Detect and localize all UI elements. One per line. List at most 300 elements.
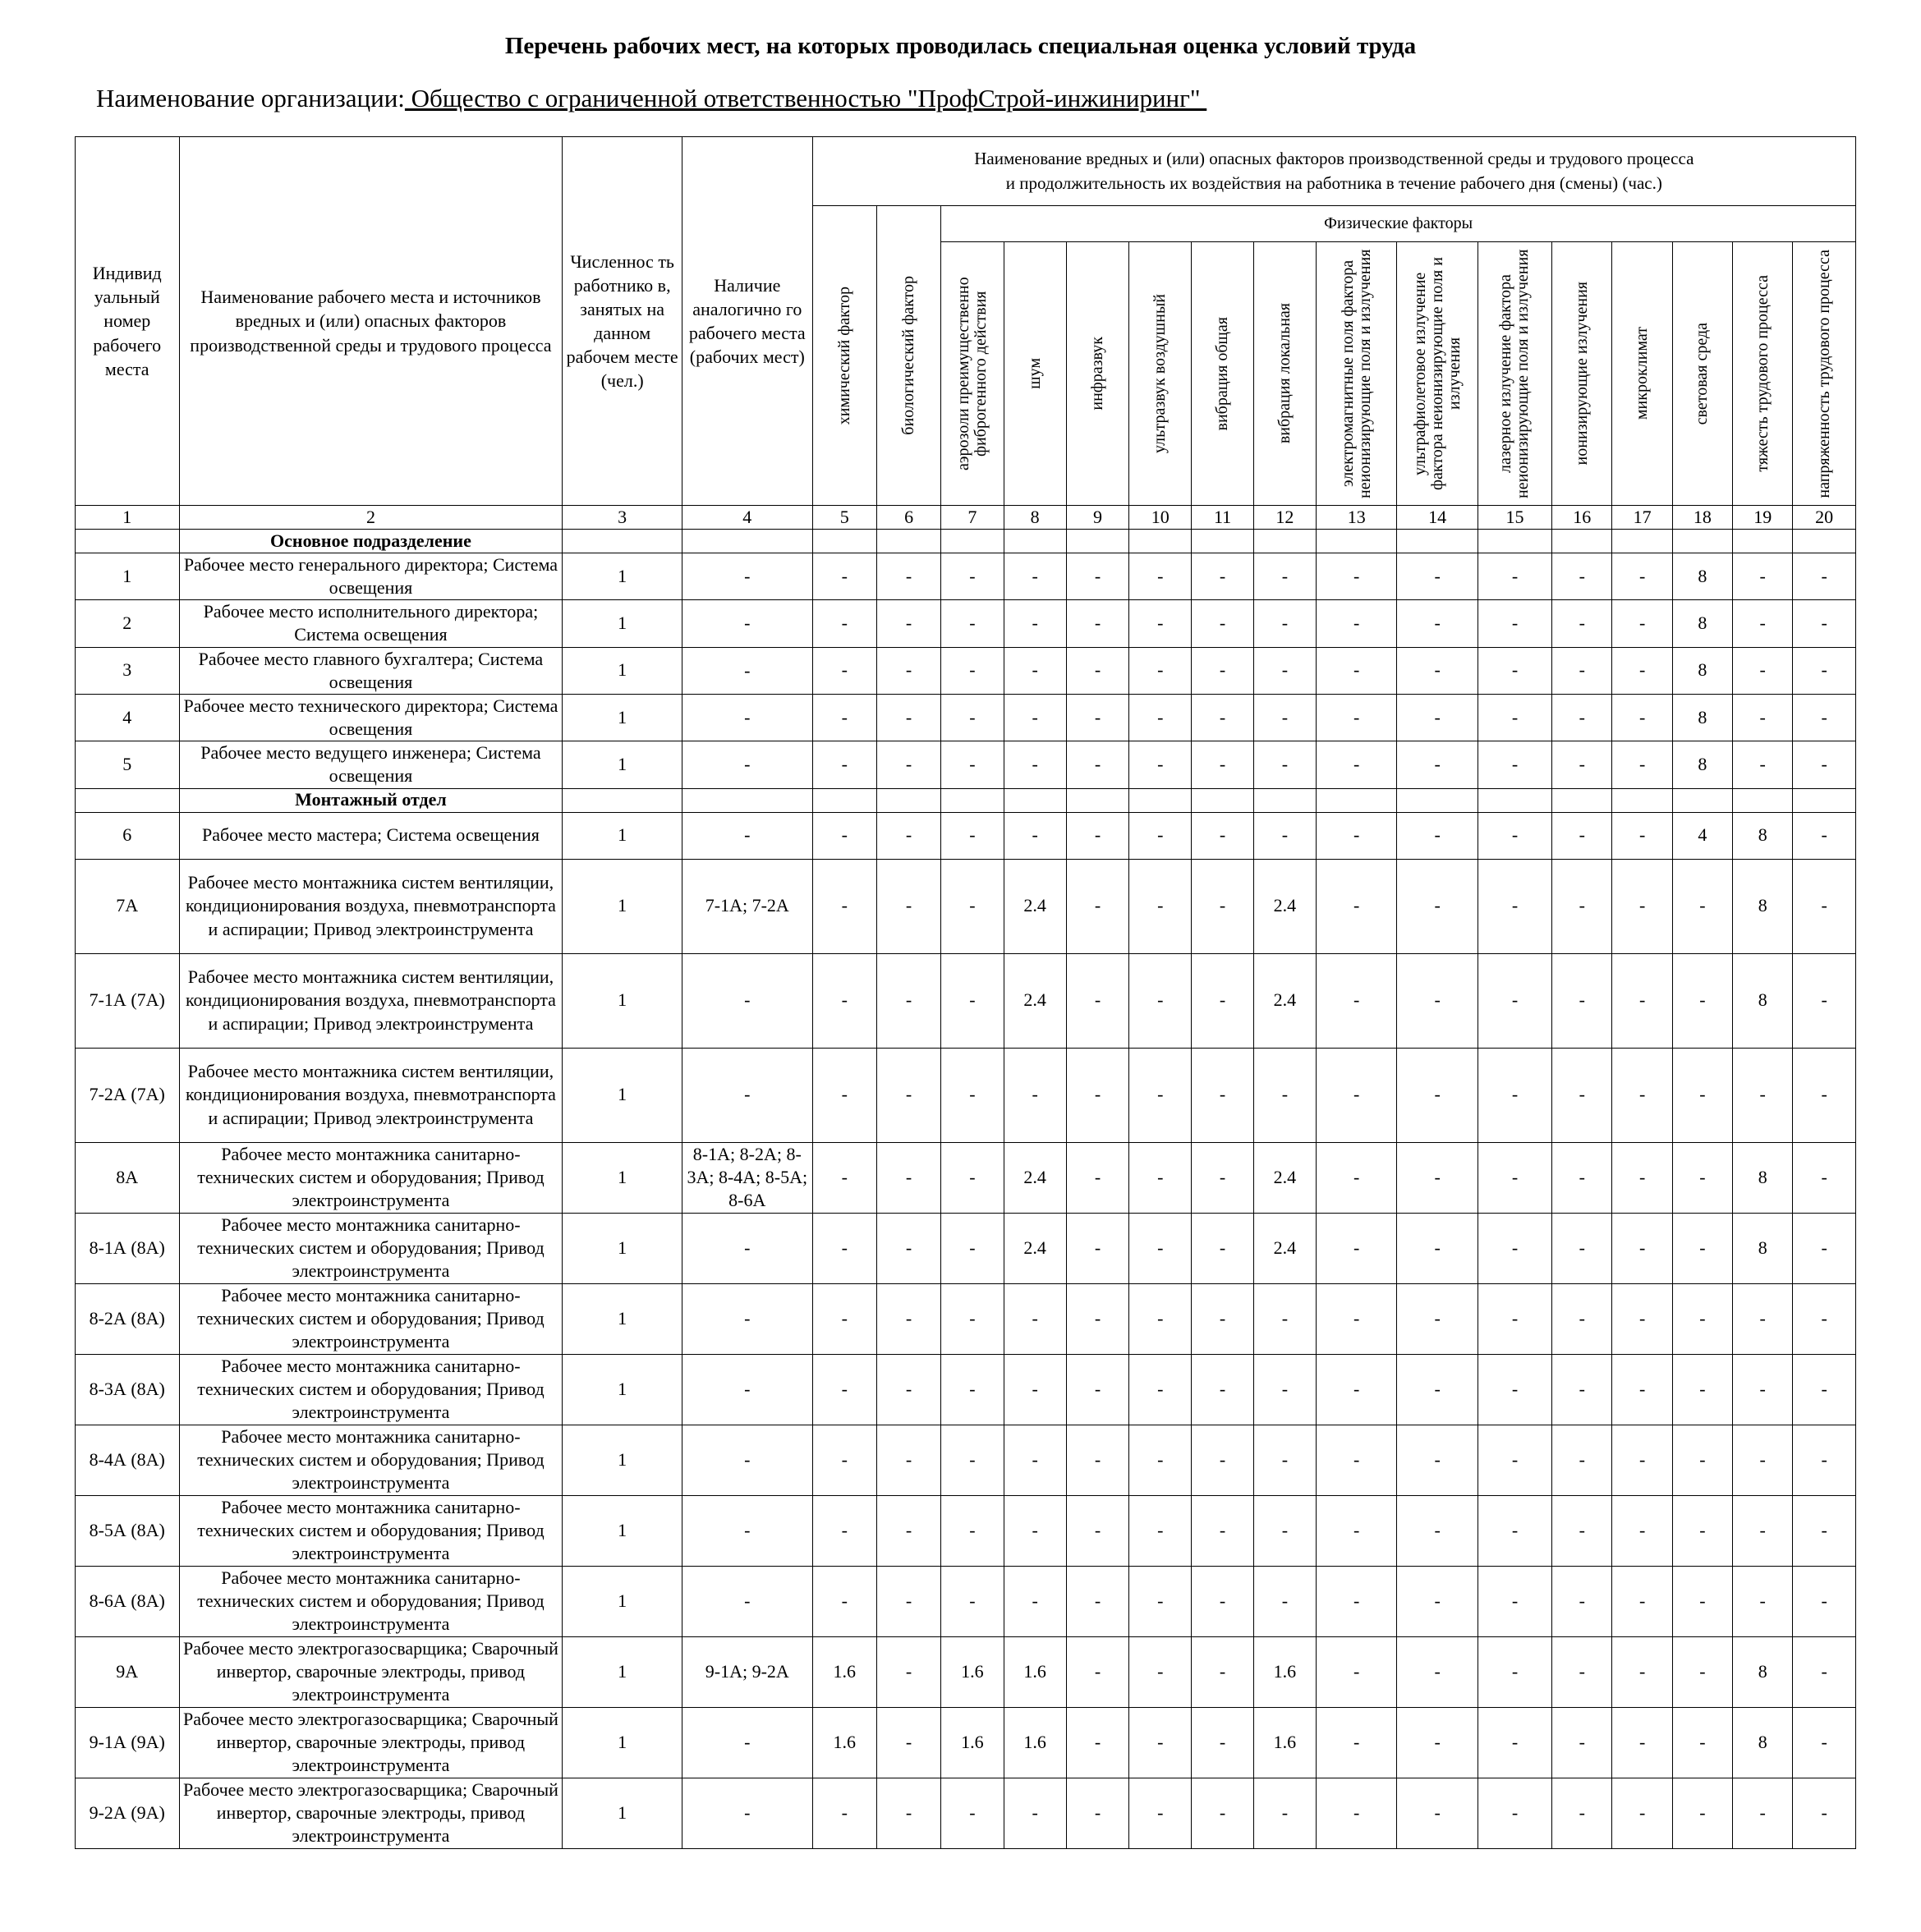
factor-value: -	[1793, 1566, 1856, 1636]
column-number: 5	[812, 506, 876, 530]
worker-count: 1	[563, 1636, 682, 1707]
header-workplace-number: Индивид уальный номер рабочего места	[76, 137, 180, 506]
factor-value: -	[1129, 1213, 1192, 1283]
factor-value: -	[1612, 600, 1672, 647]
factor-value: -	[1129, 553, 1192, 600]
factor-value: -	[1129, 859, 1192, 953]
header-factor: аэрозоли преимущественно фиброгенного действия	[941, 242, 1004, 506]
factor-value: -	[1612, 1142, 1672, 1213]
analog-workplaces: -	[682, 1283, 812, 1354]
empty-cell	[1733, 788, 1793, 812]
factor-value: -	[1004, 553, 1066, 600]
workplace-id: 2	[76, 600, 180, 647]
factor-value: -	[876, 1213, 940, 1283]
analog-workplaces: -	[682, 1707, 812, 1778]
factor-value: 8	[1733, 953, 1793, 1048]
factor-value: -	[1733, 1048, 1793, 1142]
factor-value: -	[1793, 1636, 1856, 1707]
table-row	[76, 1425, 1856, 1495]
column-number: 10	[1129, 506, 1192, 530]
factor-value: -	[1733, 553, 1793, 600]
factor-value: -	[1253, 1283, 1316, 1354]
factor-value: -	[941, 1213, 1004, 1283]
factor-value: 8	[1733, 1142, 1793, 1213]
column-number: 6	[876, 506, 940, 530]
factor-value: -	[1552, 1354, 1612, 1425]
factor-value: -	[1129, 1636, 1192, 1707]
factor-value: -	[1397, 1048, 1478, 1142]
factor-value: -	[1552, 1048, 1612, 1142]
analog-workplaces: -	[682, 1048, 812, 1142]
empty-cell	[812, 530, 876, 553]
factor-value: -	[1129, 1142, 1192, 1213]
analog-workplaces: -	[682, 1495, 812, 1566]
factor-value: -	[1192, 694, 1253, 741]
factor-value: -	[812, 812, 876, 859]
factor-value: -	[1066, 647, 1128, 694]
factor-value: -	[1478, 1495, 1551, 1566]
empty-cell	[1478, 530, 1551, 553]
factor-value: -	[941, 1778, 1004, 1848]
factor-value: -	[1253, 1495, 1316, 1566]
analog-workplaces: 8-1А; 8-2А; 8-3А; 8-4А; 8-5А; 8-6А	[682, 1142, 812, 1213]
factor-value: -	[876, 647, 940, 694]
factor-value: -	[1478, 1636, 1551, 1707]
factor-value: 8	[1672, 647, 1732, 694]
header-factor: световая среда	[1672, 242, 1732, 506]
factor-value: -	[1066, 1636, 1128, 1707]
header-factor: ультрафиолетовое излучение фактора неионизирующие поля и излучения	[1397, 242, 1478, 506]
factor-value: -	[876, 1048, 940, 1142]
factor-value: -	[876, 1425, 940, 1495]
factor-value: -	[1672, 1495, 1732, 1566]
factor-value: -	[1004, 1425, 1066, 1495]
factor-value: 1.6	[1253, 1707, 1316, 1778]
factor-value: -	[1129, 600, 1192, 647]
factor-value: -	[1478, 694, 1551, 741]
factor-value: -	[1478, 741, 1551, 788]
workplace-name: Рабочее место монтажника санитарно-технических систем и оборудования; Привод электроинструмента	[179, 1425, 563, 1495]
factor-value: -	[1397, 1778, 1478, 1848]
page-title: Перечень рабочих мест, на которых проводилась специальная оценка условий труда	[504, 33, 1417, 59]
workplace-name: Рабочее место электрогазосварщика; Сварочный инвертор, сварочные электроды, привод электроинструмента	[179, 1636, 563, 1707]
column-number: 19	[1733, 506, 1793, 530]
factor-value: -	[941, 1425, 1004, 1495]
factor-value: -	[1317, 1778, 1397, 1848]
factor-value: 1.6	[941, 1707, 1004, 1778]
table-row	[76, 647, 1856, 694]
factor-value: -	[1672, 1707, 1732, 1778]
factor-value: -	[1129, 694, 1192, 741]
worker-count: 1	[563, 1425, 682, 1495]
workplace-name: Рабочее место монтажника санитарно-технических систем и оборудования; Привод электроинструмента	[179, 1495, 563, 1566]
factor-value: -	[812, 953, 876, 1048]
empty-cell	[1192, 530, 1253, 553]
workplace-name: Рабочее место монтажника систем вентиляции, кондиционирования воздуха, пневмотранспорта и аспирации; Привод электроинструмента	[179, 1048, 563, 1142]
empty-cell	[1612, 788, 1672, 812]
analog-workplaces: -	[682, 1354, 812, 1425]
factor-value: -	[1397, 741, 1478, 788]
factor-value: -	[1129, 1707, 1192, 1778]
section-title: Монтажный отдел	[179, 788, 563, 812]
factor-value: -	[1192, 1778, 1253, 1848]
table-row	[76, 859, 1856, 953]
factor-value: -	[1397, 1495, 1478, 1566]
factor-value: -	[812, 1354, 876, 1425]
column-number: 12	[1253, 506, 1316, 530]
factor-value: -	[1004, 1283, 1066, 1354]
factor-value: -	[1552, 1495, 1612, 1566]
factor-value: -	[941, 1048, 1004, 1142]
column-number: 18	[1672, 506, 1732, 530]
factor-value: 2.4	[1253, 953, 1316, 1048]
column-number: 16	[1552, 506, 1612, 530]
factor-value: -	[1066, 953, 1128, 1048]
factor-value: -	[1397, 600, 1478, 647]
factor-value: -	[1397, 647, 1478, 694]
factor-value: -	[1317, 553, 1397, 600]
factor-value: -	[1552, 1142, 1612, 1213]
factor-value: -	[1672, 1142, 1732, 1213]
factor-value: -	[1612, 1778, 1672, 1848]
header-factor: вибрация общая	[1192, 242, 1253, 506]
factor-value: -	[1317, 1495, 1397, 1566]
factor-value: -	[1478, 647, 1551, 694]
table-row	[76, 1283, 1856, 1354]
factor-value: -	[1552, 953, 1612, 1048]
workplace-id: 8-5А (8А)	[76, 1495, 180, 1566]
factor-value: -	[1478, 600, 1551, 647]
factor-value: 2.4	[1253, 1142, 1316, 1213]
factor-value: -	[1478, 1778, 1551, 1848]
factor-value: -	[1192, 1707, 1253, 1778]
factor-value: -	[1733, 1354, 1793, 1425]
factor-value: -	[1129, 812, 1192, 859]
factor-value: -	[876, 600, 940, 647]
factor-value: -	[1478, 812, 1551, 859]
empty-cell	[682, 788, 812, 812]
empty-cell	[1317, 530, 1397, 553]
worker-count: 1	[563, 600, 682, 647]
workplace-id: 9-1А (9А)	[76, 1707, 180, 1778]
factor-value: -	[812, 600, 876, 647]
empty-cell	[563, 788, 682, 812]
factor-value: -	[941, 953, 1004, 1048]
factor-value: -	[1397, 1354, 1478, 1425]
analog-workplaces: -	[682, 1425, 812, 1495]
worker-count: 1	[563, 1213, 682, 1283]
factor-value: -	[1793, 1425, 1856, 1495]
header-factors-group	[812, 137, 1855, 206]
factor-value: -	[1397, 812, 1478, 859]
factor-value: -	[1192, 953, 1253, 1048]
table-row	[76, 1142, 1856, 1213]
factor-value: -	[1066, 1495, 1128, 1566]
column-number: 8	[1004, 506, 1066, 530]
factor-value: -	[1793, 1283, 1856, 1354]
factor-value: -	[941, 600, 1004, 647]
factor-value: -	[1478, 953, 1551, 1048]
factor-value: 2.4	[1004, 1213, 1066, 1283]
factor-value: -	[1672, 859, 1732, 953]
factor-value: -	[1066, 1213, 1128, 1283]
factor-value: 1.6	[812, 1636, 876, 1707]
header-factor: электромагнитные поля фактора неионизирующие поля и излучения	[1317, 242, 1397, 506]
section-row	[76, 788, 1856, 812]
factor-value: -	[876, 694, 940, 741]
factor-value: -	[1612, 1283, 1672, 1354]
factor-value: -	[876, 1707, 940, 1778]
factor-value: -	[1253, 600, 1316, 647]
factor-value: 2.4	[1253, 1213, 1316, 1283]
table-row	[76, 1495, 1856, 1566]
factor-value: -	[1129, 1566, 1192, 1636]
factor-value: -	[1672, 1778, 1732, 1848]
empty-cell	[1793, 530, 1856, 553]
workplace-id: 8-4А (8А)	[76, 1425, 180, 1495]
factor-value: -	[1478, 1707, 1551, 1778]
workplace-name: Рабочее место ведущего инженера; Система освещения	[179, 741, 563, 788]
factor-value: -	[1066, 741, 1128, 788]
factor-value: -	[1317, 600, 1397, 647]
factor-value: -	[812, 694, 876, 741]
workplace-id: 8-6А (8А)	[76, 1566, 180, 1636]
factor-value: -	[876, 1354, 940, 1425]
workplace-id: 3	[76, 647, 180, 694]
header-worker-count: Численнос ть работнико в, занятых на данном рабочем месте (чел.)	[563, 137, 682, 506]
factor-value: -	[1192, 1425, 1253, 1495]
factor-value: -	[1793, 1142, 1856, 1213]
factor-value: -	[1612, 1495, 1672, 1566]
column-number: 4	[682, 506, 812, 530]
factor-value: -	[1552, 1425, 1612, 1495]
factor-value: -	[1004, 694, 1066, 741]
factor-value: -	[1552, 741, 1612, 788]
analog-workplaces: 7-1А; 7-2А	[682, 859, 812, 953]
worker-count: 1	[563, 812, 682, 859]
factor-value: -	[1253, 1048, 1316, 1142]
analog-workplaces: -	[682, 1566, 812, 1636]
workplace-id: 6	[76, 812, 180, 859]
worker-count: 1	[563, 1048, 682, 1142]
column-number: 9	[1066, 506, 1128, 530]
factor-value: -	[1733, 1566, 1793, 1636]
factor-value: -	[1192, 600, 1253, 647]
table-row	[76, 812, 1856, 859]
factor-value: -	[1672, 1425, 1732, 1495]
factor-value: -	[1793, 1778, 1856, 1848]
factor-value: -	[941, 741, 1004, 788]
analog-workplaces: -	[682, 812, 812, 859]
factor-value: -	[1317, 1283, 1397, 1354]
factor-value: -	[1552, 553, 1612, 600]
factor-value: -	[1612, 812, 1672, 859]
table-row	[76, 953, 1856, 1048]
factor-value: -	[941, 553, 1004, 600]
factor-value: -	[1004, 1354, 1066, 1425]
factor-value: -	[1066, 600, 1128, 647]
factor-value: -	[1612, 1566, 1672, 1636]
factor-value: 2.4	[1004, 1142, 1066, 1213]
factor-value: -	[1612, 1048, 1672, 1142]
empty-cell	[1397, 530, 1478, 553]
workplace-name: Рабочее место технического директора; Система освещения	[179, 694, 563, 741]
worker-count: 1	[563, 694, 682, 741]
empty-cell	[682, 530, 812, 553]
workplace-name: Рабочее место генерального директора; Система освещения	[179, 553, 563, 600]
factor-value: -	[1066, 1048, 1128, 1142]
workplace-name: Рабочее место монтажника санитарно-технических систем и оборудования; Привод электроинструмента	[179, 1283, 563, 1354]
factor-value: -	[1129, 1354, 1192, 1425]
factor-value: -	[1552, 812, 1612, 859]
factor-value: -	[812, 1425, 876, 1495]
factor-value: -	[876, 1142, 940, 1213]
factor-value: -	[1552, 859, 1612, 953]
factor-value: 1.6	[812, 1707, 876, 1778]
factor-value: -	[1129, 953, 1192, 1048]
factor-value: -	[1672, 1213, 1732, 1283]
factor-value: 8	[1733, 1636, 1793, 1707]
column-number: 20	[1793, 506, 1856, 530]
factor-value: -	[1004, 1048, 1066, 1142]
worker-count: 1	[563, 1495, 682, 1566]
factor-value: -	[1253, 741, 1316, 788]
header-factor: тяжесть трудового процесса	[1733, 242, 1793, 506]
empty-cell	[1004, 530, 1066, 553]
workplace-name: Рабочее место электрогазосварщика; Сварочный инвертор, сварочные электроды, привод электроинструмента	[179, 1778, 563, 1848]
factor-value: -	[1612, 1425, 1672, 1495]
workplace-id: 8-2А (8А)	[76, 1283, 180, 1354]
header-factor: химический фактор	[812, 206, 876, 506]
factor-value: -	[812, 647, 876, 694]
analog-workplaces: -	[682, 953, 812, 1048]
factor-value: -	[812, 1495, 876, 1566]
table-row	[76, 1354, 1856, 1425]
worker-count: 1	[563, 1566, 682, 1636]
factor-value: -	[1317, 953, 1397, 1048]
factor-value: -	[1192, 1048, 1253, 1142]
analog-workplaces: -	[682, 1213, 812, 1283]
factor-value: -	[1192, 1495, 1253, 1566]
factor-value: 1.6	[941, 1636, 1004, 1707]
factor-value: -	[1192, 1354, 1253, 1425]
factor-value: -	[1672, 1048, 1732, 1142]
table-row	[76, 694, 1856, 741]
factor-value: -	[1793, 553, 1856, 600]
empty-cell	[1552, 788, 1612, 812]
analog-workplaces: -	[682, 1778, 812, 1848]
empty-cell	[1192, 788, 1253, 812]
factor-value: -	[1066, 1283, 1128, 1354]
table-row	[76, 1566, 1856, 1636]
factor-value: -	[1612, 741, 1672, 788]
factor-value: -	[876, 1495, 940, 1566]
factor-value: 2.4	[1004, 953, 1066, 1048]
factor-value: -	[1317, 1566, 1397, 1636]
factor-value: -	[1192, 1566, 1253, 1636]
workplace-name: Рабочее место электрогазосварщика; Сварочный инвертор, сварочные электроды, привод электроинструмента	[179, 1707, 563, 1778]
empty-cell	[76, 530, 180, 553]
column-number: 17	[1612, 506, 1672, 530]
table-row	[76, 553, 1856, 600]
factor-value: -	[1317, 859, 1397, 953]
factor-value: 1.6	[1004, 1707, 1066, 1778]
factor-value: -	[1397, 1213, 1478, 1283]
factor-value: -	[1397, 1425, 1478, 1495]
worker-count: 1	[563, 859, 682, 953]
header-factor: напряженность трудового процесса	[1793, 242, 1856, 506]
factor-value: -	[812, 1142, 876, 1213]
workplace-name: Рабочее место исполнительного директора; Система освещения	[179, 600, 563, 647]
header-factors-line1: Наименование вредных и (или) опасных факторов производственной среды и трудового процесса	[974, 149, 1694, 169]
empty-cell	[1129, 788, 1192, 812]
empty-cell	[1004, 788, 1066, 812]
empty-cell	[812, 788, 876, 812]
factor-value: -	[876, 553, 940, 600]
factor-value: -	[1192, 812, 1253, 859]
workplace-id: 9А	[76, 1636, 180, 1707]
empty-cell	[1612, 530, 1672, 553]
header-factor: шум	[1004, 242, 1066, 506]
factor-value: -	[1066, 1778, 1128, 1848]
column-number: 11	[1192, 506, 1253, 530]
empty-cell	[876, 788, 940, 812]
worker-count: 1	[563, 1707, 682, 1778]
factor-value: -	[1672, 1354, 1732, 1425]
factor-value: -	[1253, 553, 1316, 600]
factor-value: -	[1192, 741, 1253, 788]
factor-value: -	[1478, 553, 1551, 600]
factor-value: -	[1612, 1636, 1672, 1707]
header-factor: вибрация локальная	[1253, 242, 1316, 506]
section-row	[76, 530, 1856, 553]
factor-value: -	[1478, 859, 1551, 953]
factor-value: -	[1397, 1707, 1478, 1778]
factor-value: -	[941, 1495, 1004, 1566]
factor-value: -	[1612, 859, 1672, 953]
workplace-id: 7-2А (7А)	[76, 1048, 180, 1142]
factor-value: -	[941, 1142, 1004, 1213]
empty-cell	[1793, 788, 1856, 812]
factor-value: -	[941, 647, 1004, 694]
factor-value: -	[941, 859, 1004, 953]
factor-value: 1.6	[1253, 1636, 1316, 1707]
factor-value: -	[812, 1778, 876, 1848]
factor-value: -	[1192, 647, 1253, 694]
factor-value: -	[1733, 1495, 1793, 1566]
workplace-id: 8А	[76, 1142, 180, 1213]
column-number: 14	[1397, 506, 1478, 530]
factor-value: -	[1397, 1566, 1478, 1636]
factor-value: -	[1317, 1354, 1397, 1425]
factor-value: -	[1317, 812, 1397, 859]
factor-value: -	[1612, 953, 1672, 1048]
workplace-id: 7-1А (7А)	[76, 953, 180, 1048]
table-row	[76, 741, 1856, 788]
column-number: 13	[1317, 506, 1397, 530]
column-number: 2	[179, 506, 563, 530]
factor-value: -	[1066, 859, 1128, 953]
empty-cell	[1253, 788, 1316, 812]
factor-value: -	[1478, 1425, 1551, 1495]
factor-value: -	[1253, 1778, 1316, 1848]
factor-value: -	[1253, 647, 1316, 694]
factor-value: -	[1733, 1425, 1793, 1495]
empty-cell	[941, 530, 1004, 553]
factor-value: -	[1004, 1566, 1066, 1636]
factor-value: -	[1066, 1354, 1128, 1425]
factor-value: -	[1793, 1213, 1856, 1283]
